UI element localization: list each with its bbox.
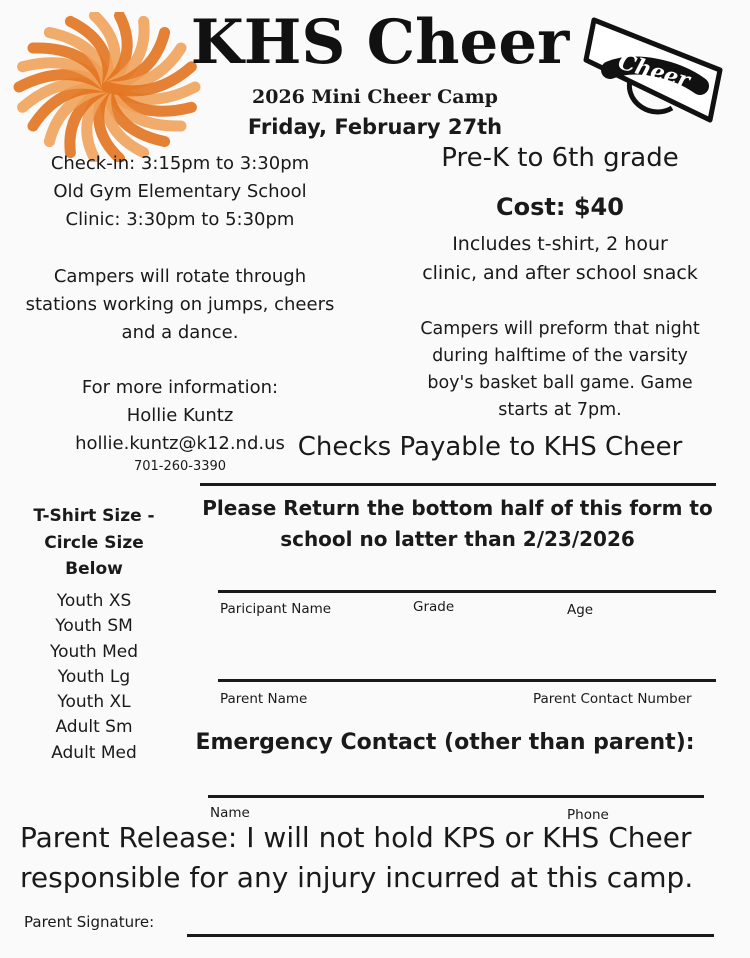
release-line-1: Parent Release: I will not hold KPS or KHS Cheer bbox=[20, 821, 692, 854]
page-title: KHS Cheer bbox=[190, 7, 570, 78]
camp-subtitle: 2026 Mini Cheer Camp bbox=[252, 86, 498, 108]
cost-text: Cost: $40 bbox=[496, 193, 624, 221]
contact-email: hollie.kuntz@k12.nd.us bbox=[75, 433, 285, 454]
parent-release bbox=[20, 818, 740, 898]
tshirt-heading bbox=[24, 503, 164, 583]
emergency-heading: Emergency Contact (other than parent): bbox=[195, 730, 695, 755]
perform-line-2: during halftime of the varsity bbox=[432, 346, 688, 366]
parent-contact-label: Parent Contact Number bbox=[533, 691, 692, 707]
checks-payable: Checks Payable to KHS Cheer bbox=[297, 432, 683, 462]
section-divider bbox=[200, 483, 716, 486]
includes-line-1: Includes t-shirt, 2 hour bbox=[452, 233, 668, 255]
grade-label: Grade bbox=[413, 599, 455, 615]
location-text: Old Gym Elementary School bbox=[53, 181, 307, 202]
clinic-text: Clinic: 3:30pm to 5:30pm bbox=[65, 209, 295, 230]
age-label: Age bbox=[567, 602, 594, 618]
parent-name-label: Parent Name bbox=[220, 691, 308, 707]
participant-name-label: Paricipant Name bbox=[220, 601, 332, 617]
rotate-line-2: stations working on jumps, cheers bbox=[25, 294, 335, 315]
more-info-label: For more information: bbox=[81, 377, 279, 398]
size-option[interactable]: Adult Med bbox=[51, 742, 137, 763]
parent-line[interactable] bbox=[218, 679, 716, 682]
return-line-1: Please Return the bottom half of this form to bbox=[202, 496, 713, 520]
tshirt-heading-line-3: Below bbox=[65, 559, 123, 579]
rotate-line-1: Campers will rotate through bbox=[53, 266, 307, 287]
perform-line-4: starts at 7pm. bbox=[498, 400, 622, 420]
perform-line-1: Campers will preform that night bbox=[420, 319, 700, 339]
emergency-name-label: Name bbox=[210, 805, 250, 821]
checkin-text: Check-in: 3:15pm to 3:30pm bbox=[50, 153, 310, 174]
megaphone-text: Cheer bbox=[615, 48, 693, 94]
tshirt-heading-line-1: T-Shirt Size - bbox=[33, 506, 155, 526]
size-option[interactable]: Adult Sm bbox=[55, 717, 133, 738]
signature-label: Parent Signature: bbox=[24, 913, 155, 931]
size-option[interactable]: Youth Lg bbox=[57, 666, 131, 687]
release-line-2: responsible for any injury incurred at this camp. bbox=[20, 861, 694, 894]
rotate-line-3: and a dance. bbox=[121, 322, 239, 343]
participant-line[interactable] bbox=[218, 590, 716, 593]
emergency-line[interactable] bbox=[208, 795, 704, 798]
return-line-2: school no latter than 2/23/2026 bbox=[280, 527, 635, 551]
camp-date: Friday, February 27th bbox=[247, 115, 503, 139]
size-option[interactable]: Youth XS bbox=[56, 591, 132, 611]
return-instructions bbox=[195, 493, 720, 555]
contact-name: Hollie Kuntz bbox=[126, 405, 234, 426]
size-option[interactable]: Youth Med bbox=[49, 641, 139, 662]
grade-range: Pre-K to 6th grade bbox=[441, 143, 679, 173]
perform-line-3: boy's basket ball game. Game bbox=[427, 373, 693, 393]
tshirt-heading-line-2: Circle Size bbox=[44, 532, 144, 553]
includes-line-2: clinic, and after school snack bbox=[422, 262, 698, 284]
emergency-phone-label: Phone bbox=[567, 807, 609, 823]
signature-line[interactable] bbox=[187, 934, 714, 937]
size-list bbox=[24, 589, 164, 766]
size-option[interactable]: Youth XL bbox=[57, 692, 131, 713]
contact-phone: 701-260-3390 bbox=[133, 459, 227, 474]
size-option[interactable]: Youth SM bbox=[55, 616, 133, 637]
